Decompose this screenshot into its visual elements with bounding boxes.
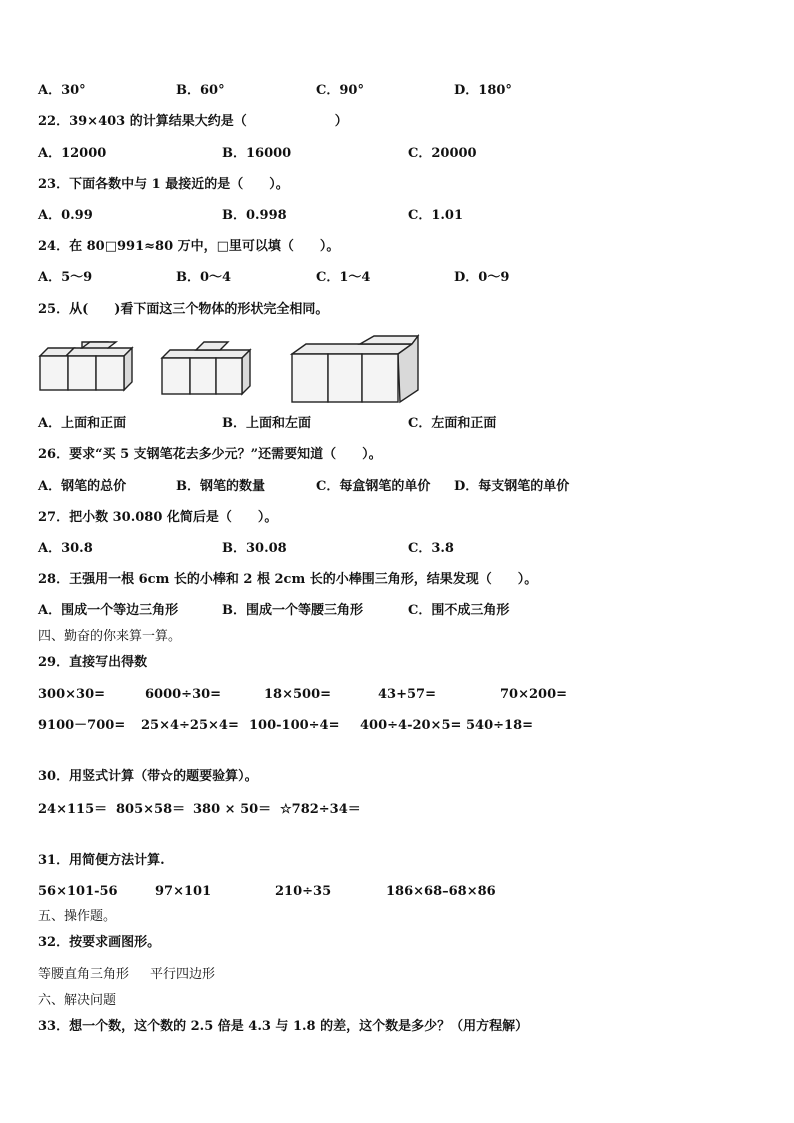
cube-figure-3	[288, 332, 426, 410]
q30-item: 380 × 50＝	[193, 802, 272, 817]
q21-option-b: B．60°	[176, 83, 225, 98]
q32-item: 等腰直角三角形	[38, 967, 130, 982]
q30-item: 805×58＝	[116, 802, 186, 817]
section-6-heading: 六、解决问题	[38, 993, 117, 1008]
q24-stem: 24．在 80□991≈80 万中，□里可以填（ ）。	[38, 239, 340, 254]
q21-option-a: A．30°	[38, 83, 86, 98]
q24-option-b: B．0～4	[176, 270, 232, 285]
q26-option-a: A．钢笔的总价	[38, 479, 127, 494]
q22-stem-start: 22．39×403 的计算结果大约是（	[38, 114, 247, 129]
q23-option-c: C．1.01	[408, 208, 464, 223]
q29-stem: 29．直接写出得数	[38, 655, 148, 670]
q28-option-c: C．围不成三角形	[408, 603, 510, 618]
cube-figure-1	[36, 338, 136, 402]
q33-stem: 33．想一个数，这个数的 2.5 倍是 4.3 与 1.8 的差，这个数是多少？（用方程解）	[38, 1019, 529, 1034]
q30-item: ☆782÷34＝	[280, 802, 361, 817]
q27-option-a: A．30.8	[38, 541, 93, 556]
q21-option-d: D．180°	[454, 83, 512, 98]
q27-option-c: C．3.8	[408, 541, 454, 556]
section-4-heading: 四、勤奋的你来算一算。	[38, 629, 182, 644]
q29-item: 6000÷30=	[145, 687, 222, 702]
q25-option-a: A．上面和正面	[38, 416, 127, 431]
q23-stem: 23．下面各数中与 1 最接近的是（ ）。	[38, 177, 289, 192]
q25-option-c: C．左面和正面	[408, 416, 497, 431]
q26-option-c: C．每盒钢笔的单价	[316, 479, 431, 494]
q31-stem: 31．用简便方法计算.	[38, 853, 165, 868]
q22-option-b: B．16000	[222, 146, 292, 161]
q26-option-b: B．钢笔的数量	[176, 479, 265, 494]
q22-stem	[38, 113, 348, 131]
q31-item: 56×101-56	[38, 884, 118, 899]
q27-option-b: B．30.08	[222, 541, 287, 556]
q25-stem: 25．从( )看下面这三个物体的形状完全相同。	[38, 302, 329, 317]
q23-option-b: B．0.998	[222, 208, 287, 223]
q30-item: 24×115＝	[38, 802, 108, 817]
q29-item: 43+57=	[378, 687, 436, 702]
q29-item: 25×4÷25×4=	[141, 718, 239, 733]
q29-item: 18×500=	[264, 687, 332, 702]
q22-option-c: C．20000	[408, 146, 477, 161]
section-5-heading: 五、操作题。	[38, 909, 117, 924]
q29-item: 70×200=	[500, 687, 568, 702]
q29-item: 300×30=	[38, 687, 106, 702]
q29-item: 540÷18=	[466, 718, 534, 733]
q29-item: 400÷4-20×5=	[360, 718, 462, 733]
q26-option-d: D．每支钢笔的单价	[454, 479, 570, 494]
q24-option-a: A．5～9	[38, 270, 93, 285]
q31-item: 210÷35	[275, 884, 332, 899]
q22-stem-end: ）	[334, 114, 348, 129]
q23-option-a: A．0.99	[38, 208, 93, 223]
q29-item: 9100－700=	[38, 718, 126, 733]
q21-option-c: C．90°	[316, 83, 364, 98]
q31-item: 97×101	[155, 884, 212, 899]
q30-stem: 30．用竖式计算（带☆的题要验算）。	[38, 769, 258, 784]
q24-option-c: C．1～4	[316, 270, 371, 285]
q22-option-a: A．12000	[38, 146, 107, 161]
q27-stem: 27．把小数 30.080 化简后是（ ）。	[38, 510, 278, 525]
q28-option-a: A．围成一个等边三角形	[38, 603, 179, 618]
q28-stem: 28．王强用一根 6cm 长的小棒和 2 根 2cm 长的小棒围三角形，结果发现（ ）。	[38, 572, 538, 587]
q32-stem: 32．按要求画图形。	[38, 935, 161, 950]
q25-option-b: B．上面和左面	[222, 416, 311, 431]
q26-stem: 26．要求“买 5 支钢笔花去多少元？”还需要知道（ ）。	[38, 447, 382, 462]
q31-item: 186×68–68×86	[386, 884, 496, 899]
q24-option-d: D．0～9	[454, 270, 510, 285]
q28-option-b: B．围成一个等腰三角形	[222, 603, 363, 618]
cube-figure-2	[158, 338, 262, 404]
q29-item: 100-100÷4=	[249, 718, 340, 733]
q32-item: 平行四边形	[150, 967, 216, 982]
